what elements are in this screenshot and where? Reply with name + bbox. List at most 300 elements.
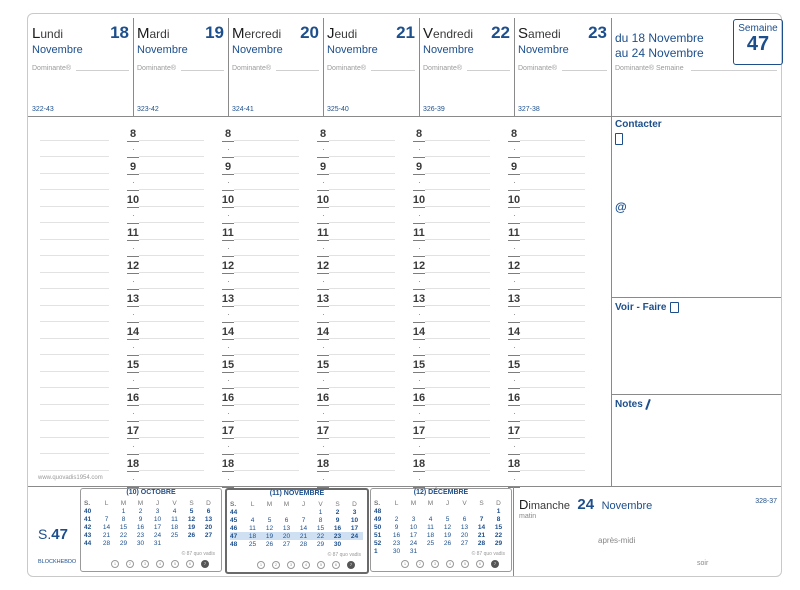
- half-hour-tick: [413, 289, 425, 290]
- hour-tick: [508, 273, 520, 274]
- half-hour-tick: [222, 289, 234, 290]
- calendar-rings: [111, 560, 215, 568]
- hour-line: [520, 206, 585, 207]
- day-weekday-rest: eudi: [334, 27, 358, 41]
- calendar-day-cell: [244, 508, 261, 516]
- hour-tick: [317, 207, 329, 208]
- hour-label: 8: [319, 128, 327, 140]
- quarter-dot: [514, 413, 515, 414]
- hour-tick: [413, 471, 425, 472]
- hour-tick: [413, 339, 425, 340]
- quarter-dot: [514, 248, 515, 249]
- half-hour-tick: [413, 223, 425, 224]
- quarter-dot: [323, 479, 324, 480]
- hour-line: [234, 305, 299, 306]
- half-hour-tick: [317, 157, 329, 158]
- calendar-day-cell: 10: [153, 515, 162, 523]
- calendar-head-cell: M: [410, 499, 417, 507]
- hour-tick: [317, 405, 329, 406]
- calendar-day-cell: 3: [155, 507, 160, 515]
- hour-tick: [317, 372, 329, 373]
- calendar-day-cell: 29: [494, 539, 503, 547]
- half-hour-tick: [222, 454, 234, 455]
- hour-line: [40, 371, 109, 372]
- calendar-head-cell: D: [352, 500, 357, 508]
- half-hour-line: [520, 222, 585, 223]
- calendar-day-cell: [200, 539, 217, 547]
- half-hour-line: [234, 189, 299, 190]
- calendar-week-row: [374, 515, 507, 523]
- half-hour-tick: [508, 223, 520, 224]
- hour-label: 9: [319, 161, 327, 173]
- week-range-header: [611, 14, 781, 116]
- hour-tick: [317, 273, 329, 274]
- half-hour-line: [425, 321, 490, 322]
- half-hour-line: [40, 222, 109, 223]
- weekday-ring: 6: [476, 560, 484, 568]
- calendar-day-cell: 47: [230, 532, 244, 540]
- half-hour-tick: [317, 256, 329, 257]
- quarter-dot: [514, 215, 515, 216]
- calendar-day-cell: 21: [295, 532, 312, 540]
- hour-label: 16: [316, 392, 330, 404]
- quarter-dot: [419, 479, 420, 480]
- half-hour-line: [40, 453, 109, 454]
- hour-line: [139, 140, 204, 141]
- half-hour-line: [329, 189, 395, 190]
- hour-line: [234, 404, 299, 405]
- sunday-rest: imanche: [528, 500, 570, 512]
- half-hour-tick: [317, 454, 329, 455]
- calendar-day-cell: [261, 508, 278, 516]
- quarter-dot: [133, 182, 134, 183]
- calendar-week-row: [84, 539, 217, 547]
- calendar-day-cell: 12: [443, 523, 452, 531]
- calendar-head-cell: S.: [374, 499, 381, 507]
- half-hour-tick: [222, 355, 234, 356]
- day-month: Novembre: [232, 44, 283, 56]
- hour-line: [425, 437, 490, 438]
- calendar-day-cell: 44: [230, 508, 238, 516]
- calendar-day-cell: 26: [443, 539, 452, 547]
- day-header: [323, 14, 419, 116]
- calendar-day-cell: 14: [299, 524, 308, 532]
- calendar-day-cell: 20: [204, 523, 213, 531]
- calendar-day-cell: 20: [278, 532, 295, 540]
- quarter-dot: [419, 380, 420, 381]
- half-hour-line: [40, 321, 109, 322]
- hour-tick: [508, 438, 520, 439]
- hour-tick: [127, 273, 139, 274]
- half-hour-tick: [222, 421, 234, 422]
- day-code: 327-38: [518, 106, 540, 113]
- dominante-line: [371, 70, 415, 71]
- hour-tick: [222, 240, 234, 241]
- half-hour-tick: [413, 322, 425, 323]
- day-dominante: Dominante®: [518, 65, 558, 72]
- hour-line: [425, 338, 490, 339]
- calendar-day-cell: 5: [189, 507, 194, 515]
- calendar-day-cell: 48: [230, 540, 238, 548]
- hour-tick: [508, 339, 520, 340]
- calendar-day-cell: 17: [153, 523, 162, 531]
- calendar-title: (12) DÉCEMBRE: [413, 489, 469, 496]
- calendar-day-cell: 7: [301, 516, 306, 524]
- calendar-head-row: [374, 499, 507, 507]
- sunday-heading: [519, 496, 652, 514]
- hour-tick: [222, 273, 234, 274]
- calendar-day-cell: 40: [84, 507, 92, 515]
- quarter-dot: [514, 149, 515, 150]
- hour-tick: [127, 207, 139, 208]
- hour-label: 15: [316, 359, 330, 371]
- day-weekday-rest: endredi: [433, 27, 474, 41]
- half-hour-tick: [127, 190, 139, 191]
- calendar-day-cell: 16: [392, 531, 401, 539]
- calendar-day-cell: 8: [496, 515, 501, 523]
- hour-line: [139, 272, 204, 273]
- dominante-line: [562, 70, 607, 71]
- calendar-day-cell: 13: [282, 524, 291, 532]
- calendar-day-cell: 45: [230, 516, 238, 524]
- sunday-afternoon: après-midi: [598, 536, 636, 545]
- dominante-line: [181, 70, 224, 71]
- calendar-day-cell: 5: [445, 515, 450, 523]
- hour-label: 13: [221, 293, 235, 305]
- hour-tick: [127, 141, 139, 142]
- notes-title: Notes: [615, 399, 643, 410]
- half-hour-line: [139, 156, 204, 157]
- calendar-day-cell: 29: [119, 539, 128, 547]
- hour-label: 12: [126, 260, 140, 272]
- day-number: 22: [491, 23, 510, 42]
- day-weekday-initial: M: [137, 25, 150, 42]
- half-hour-line: [139, 420, 204, 421]
- weekday-ring: 3: [287, 561, 295, 569]
- calendar-day-cell: 7: [479, 515, 484, 523]
- hour-line: [234, 338, 299, 339]
- hour-label: 13: [412, 293, 426, 305]
- calendar-week-row: [374, 523, 507, 531]
- calendar-day-cell: 10: [350, 516, 359, 524]
- hour-label: 16: [221, 392, 235, 404]
- quarter-dot: [228, 215, 229, 216]
- half-hour-line: [139, 189, 204, 190]
- day-code: 326-39: [423, 106, 445, 113]
- hour-line: [329, 206, 395, 207]
- hour-tick: [127, 174, 139, 175]
- hour-line: [40, 305, 109, 306]
- calendar-week-row: [374, 539, 507, 547]
- calendar-title: (10) OCTOBRE: [126, 489, 176, 496]
- day-month: Novembre: [518, 44, 569, 56]
- hour-label: 11: [508, 227, 520, 239]
- half-hour-line: [425, 354, 490, 355]
- quarter-dot: [133, 347, 134, 348]
- calendar-week-row: [230, 508, 363, 516]
- day-code: 324-41: [232, 106, 254, 113]
- hour-tick: [413, 438, 425, 439]
- half-hour-tick: [508, 454, 520, 455]
- hour-label: 10: [412, 194, 426, 206]
- hour-line: [425, 173, 490, 174]
- quarter-dot: [323, 446, 324, 447]
- hour-label: 16: [126, 392, 140, 404]
- quarter-dot: [323, 380, 324, 381]
- calendar-week-row: [374, 507, 507, 515]
- hour-line: [234, 140, 299, 141]
- calendar-day-cell: 31: [153, 539, 162, 547]
- calendar-head-cell: J: [155, 499, 160, 507]
- hour-tick: [508, 207, 520, 208]
- quarter-dot: [133, 446, 134, 447]
- calendar-week-row: [230, 540, 363, 548]
- calendar-day-cell: 6: [462, 515, 467, 523]
- hour-tick: [317, 339, 329, 340]
- quarter-dot: [323, 248, 324, 249]
- calendar-day-cell: 16: [136, 523, 145, 531]
- quarter-dot: [419, 446, 420, 447]
- hour-tick: [317, 471, 329, 472]
- calendar-day-cell: 30: [136, 539, 145, 547]
- week-dominante: Dominante® Semaine: [615, 65, 684, 72]
- calendar-head-row: [84, 499, 217, 507]
- half-hour-tick: [413, 190, 425, 191]
- weekday-ring: 6: [186, 560, 194, 568]
- calendar-day-cell: 23: [392, 539, 401, 547]
- dominante-line: [276, 70, 319, 71]
- hour-line: [425, 470, 490, 471]
- hour-label: 12: [507, 260, 521, 272]
- calendar-week-row: [374, 531, 507, 539]
- half-hour-tick: [222, 256, 234, 257]
- calendar-day-cell: 3: [352, 508, 357, 516]
- half-hour-line: [520, 354, 585, 355]
- half-hour-line: [329, 288, 395, 289]
- calendar-day-cell: [405, 507, 422, 515]
- half-hour-line: [139, 255, 204, 256]
- hour-line: [425, 404, 490, 405]
- calendar-week-row: [84, 515, 217, 523]
- calendar-day-cell: 14: [102, 523, 111, 531]
- hour-tick: [413, 141, 425, 142]
- half-hour-line: [329, 354, 395, 355]
- sunday-morning: matin: [519, 513, 537, 520]
- quarter-dot: [133, 380, 134, 381]
- weekday-ring: 5: [461, 560, 469, 568]
- calendar-week-row: [84, 507, 217, 515]
- day-code: 322-43: [32, 106, 54, 113]
- half-hour-line: [139, 354, 204, 355]
- hour-label: 11: [317, 227, 329, 239]
- day-weekday-rest: ardi: [149, 27, 170, 41]
- day-header: [28, 14, 133, 116]
- day-weekday: [137, 25, 170, 42]
- calendar-head-cell: S.: [84, 499, 91, 507]
- calendar-rings: [401, 560, 505, 568]
- calendar-day-cell: [422, 507, 439, 515]
- calendar-week-row: [84, 523, 217, 531]
- calendar-day-cell: 8: [121, 515, 126, 523]
- half-hour-tick: [508, 421, 520, 422]
- quarter-dot: [323, 347, 324, 348]
- hour-line: [40, 338, 109, 339]
- calendar-day-cell: 28: [299, 540, 308, 548]
- mini-calendar: [80, 488, 222, 572]
- half-hour-line: [40, 387, 109, 388]
- half-hour-tick: [127, 421, 139, 422]
- quarter-dot: [228, 446, 229, 447]
- hour-line: [139, 173, 204, 174]
- day-weekday-initial: M: [232, 25, 245, 42]
- hour-label: 12: [412, 260, 426, 272]
- calendar-day-cell: 11: [249, 524, 256, 532]
- quarter-dot: [514, 347, 515, 348]
- half-hour-tick: [317, 190, 329, 191]
- half-hour-tick: [413, 157, 425, 158]
- calendar-day-cell: 5: [267, 516, 272, 524]
- calendar-day-cell: 51: [374, 531, 382, 539]
- quarter-dot: [133, 149, 134, 150]
- calendar-day-cell: 4: [172, 507, 177, 515]
- quarter-dot: [228, 347, 229, 348]
- half-hour-tick: [508, 388, 520, 389]
- half-hour-line: [329, 255, 395, 256]
- hour-line: [234, 437, 299, 438]
- half-hour-line: [425, 453, 490, 454]
- quarter-dot: [228, 281, 229, 282]
- hour-tick: [222, 471, 234, 472]
- half-hour-line: [425, 387, 490, 388]
- quarter-dot: [419, 248, 420, 249]
- calendar-day-cell: 11: [427, 523, 434, 531]
- calendar-day-cell: 6: [206, 507, 211, 515]
- calendar-week-row: [230, 532, 363, 540]
- half-hour-tick: [508, 157, 520, 158]
- quarter-dot: [323, 314, 324, 315]
- hour-line: [425, 305, 490, 306]
- half-hour-tick: [508, 289, 520, 290]
- hour-label: 9: [415, 161, 423, 173]
- quarter-dot: [228, 182, 229, 183]
- hour-label: 13: [126, 293, 140, 305]
- calendar-day-cell: 27: [460, 539, 469, 547]
- calendar-day-cell: [456, 507, 473, 515]
- day-number: 18: [110, 23, 129, 42]
- calendar-day-cell: 2: [335, 508, 340, 516]
- mini-calendar: [370, 488, 512, 572]
- day-number: 20: [300, 23, 319, 42]
- calendar-head-cell: M: [427, 499, 434, 507]
- hour-line: [139, 371, 204, 372]
- email-symbol: @: [615, 200, 627, 214]
- half-hour-tick: [508, 322, 520, 323]
- calendar-head-cell: V: [462, 499, 467, 507]
- quarter-dot: [323, 149, 324, 150]
- half-hour-line: [329, 156, 395, 157]
- quarter-dot: [228, 413, 229, 414]
- calendar-day-cell: 9: [335, 516, 340, 524]
- calendar-day-cell: [439, 547, 456, 555]
- calendar-head-cell: D: [496, 499, 501, 507]
- half-hour-tick: [127, 388, 139, 389]
- weekday-ring: 4: [156, 560, 164, 568]
- half-hour-tick: [508, 256, 520, 257]
- calendar-head-cell: V: [318, 500, 323, 508]
- calendar-day-cell: 12: [265, 524, 274, 532]
- calendar-head-cell: M: [120, 499, 127, 507]
- calendar-rings: [257, 561, 361, 569]
- calendar-head-cell: D: [206, 499, 211, 507]
- footer-week-number: 47: [51, 526, 68, 543]
- todo-title: Voir - Faire: [615, 302, 667, 313]
- calendar-day-cell: 18: [244, 532, 261, 540]
- hour-line: [139, 239, 204, 240]
- hour-label: 18: [221, 458, 235, 470]
- calendar-day-cell: 9: [394, 523, 399, 531]
- calendar-day-cell: 4: [250, 516, 255, 524]
- dominante-line: [76, 70, 129, 71]
- hour-label: 11: [222, 227, 234, 239]
- hour-line: [425, 206, 490, 207]
- quarter-dot: [228, 479, 229, 480]
- day-header: [419, 14, 514, 116]
- hour-tick: [127, 471, 139, 472]
- half-hour-tick: [413, 388, 425, 389]
- hour-label: 10: [316, 194, 330, 206]
- weekday-ring: 7: [491, 560, 499, 568]
- calendar-day-cell: [473, 507, 490, 515]
- calendar-day-cell: 49: [374, 515, 382, 523]
- quarter-dot: [323, 215, 324, 216]
- day-dominante: Dominante®: [137, 65, 177, 72]
- day-weekday-rest: amedi: [528, 27, 561, 41]
- calendar-day-cell: 2: [394, 515, 399, 523]
- calendar-head-row: [230, 500, 363, 508]
- calendar-day-cell: [183, 539, 200, 547]
- hour-label: 10: [507, 194, 521, 206]
- calendar-day-cell: 22: [312, 532, 329, 540]
- calendar-footnote: © 87 quo vadis: [327, 552, 361, 558]
- day-header: [228, 14, 323, 116]
- hour-line: [40, 173, 109, 174]
- calendar-day-cell: 1: [318, 508, 323, 516]
- hour-tick: [413, 174, 425, 175]
- hour-label: 13: [316, 293, 330, 305]
- calendar-day-cell: 24: [346, 532, 363, 540]
- quarter-dot: [419, 215, 420, 216]
- hour-line: [234, 206, 299, 207]
- half-hour-line: [234, 288, 299, 289]
- half-hour-line: [139, 222, 204, 223]
- calendar-day-cell: 42: [84, 523, 92, 531]
- day-weekday-initial: L: [32, 25, 41, 42]
- half-hour-tick: [508, 355, 520, 356]
- calendar-head-cell: V: [172, 499, 177, 507]
- half-hour-line: [40, 288, 109, 289]
- hour-label: 14: [316, 326, 330, 338]
- contact-title: Contacter: [615, 119, 662, 130]
- quarter-dot: [514, 281, 515, 282]
- calendar-table: [230, 500, 363, 548]
- half-hour-tick: [317, 388, 329, 389]
- weekday-ring: 2: [126, 560, 134, 568]
- footer-week-label: S.: [38, 526, 52, 542]
- hour-line: [40, 437, 109, 438]
- calendar-day-cell: 6: [284, 516, 289, 524]
- weekday-ring: 1: [257, 561, 265, 569]
- day-dominante: Dominante®: [32, 65, 72, 72]
